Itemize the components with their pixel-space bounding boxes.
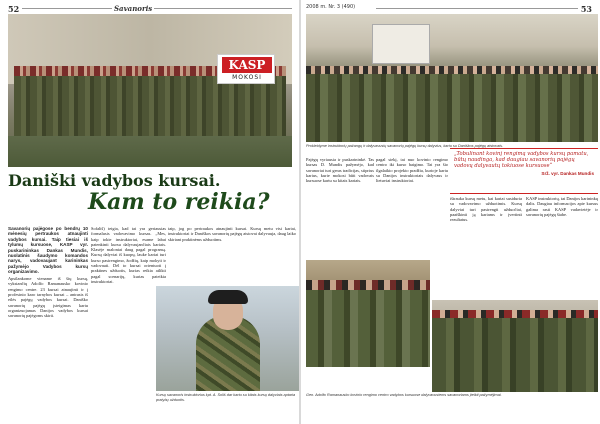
article-headline: [8, 172, 296, 214]
photo-caption: Prokleidyme instruktorių pažangų ir dalyvavusių savanorių pajėgų kursų dalyvius, kartu su Daniškos pajėgų atstovais.: [306, 144, 504, 148]
article-column-2: [91, 226, 166, 420]
header-rule: [22, 8, 292, 9]
pull-quote-text: „Tobulinant kovinį rengimą vadybos kursų pamatu, būtų naudinga, kad daugiau savanorių pajėgų vadovų dalyvautų tokiuose kursuose“: [454, 151, 589, 170]
group-photo: [8, 14, 292, 167]
article-paragraph: Sofališ) teigia, kad tai yra geriausias formalusis vadovavimo kursas. „Mes, kaip tokie instruktoriai, esame labai patenkinti kursu dalyvaujančiais kariais. Klasėje maloniai daug pagal programą. Kursų dalyviai iš kuopų, lauke kariai turi kurso pasirengimo, žodžių, kaip mokyti ir vadovauti. Dėl to kursai orientuoti į praktines užduotis, kurias reikia atlikti pagal scenarijų, kurias pateikia instruktoriai.: [91, 226, 166, 284]
headline-line-2: Kam to reikia?: [88, 189, 270, 215]
pull-quote: [450, 148, 598, 194]
kasp-logo: [217, 54, 275, 84]
article-column-7: [526, 196, 598, 296]
right-page-number: 53: [580, 4, 592, 14]
article-paragraph: Apsilankome viename iš šių kursų, vykstančių Adolfo Ramanausko kovinio rengimo centre. 23 kursai atnaujinti ir į profesinio karo tarnybos kursai – antrasis iš eilės pajėgų vadybos kursai. Daniško savanorių pajėgų įsteigimas kartu organizuojamas Danijos vadybos kursai savanorių pajėgoms skirti.: [8, 276, 88, 319]
instructor-beret: [208, 290, 248, 304]
ceremony-photo: [432, 300, 598, 392]
photo-caption: Gen. Adolfo Ramanausko kovinio rengimo centro vadybos kursuose dalyvavusiems savanoriams įteikti pažymėjimai.: [306, 393, 502, 397]
classroom-photo: [306, 14, 598, 142]
article-column-5: [376, 157, 448, 257]
article-column-4: [306, 157, 374, 257]
article-lead: Savanorių pajėgose po bendrų 10 mėnesių pertraukos atnaujinti vadybos kursai. Taip tiesiai iš tylumų kursuose, KASP vyr. puskarininkas Dankas Mundis, nuolatinis šaudymo komandos narys, vadovaujant karininkas pažymėjo Vadybos kursų organizavimo.: [8, 226, 88, 275]
issue-label: 2008 m. Nr. 3 (490): [306, 4, 356, 10]
projection-screen: [372, 24, 430, 64]
left-page-header: [8, 4, 292, 14]
left-page-number: 52: [8, 4, 20, 14]
header-rule: [376, 8, 578, 9]
pull-quote-author: Srž. vyr. Dankas Mundis: [541, 170, 594, 176]
article-paragraph: Pajėgų vyriausia ir puskarininkė. Tas kursas D. Mundis pažymėjo, kad savanoriai turi geras tradicijas, stiprius karius, kurie mokosi būti vadovais kursuose kartu su kitais kariais.: [306, 157, 374, 184]
ceremony-people: [432, 318, 598, 392]
instructor-photo: [156, 286, 299, 391]
article-paragraph: ištrauka kursų metu, kai kariai susiduria su vadovavimo užduotimis. Kursų dalyviai turi pasirengti užduočiai, paaiškinti ją kariams ir įvertinti rezultatus.: [450, 196, 522, 223]
audience: [306, 74, 598, 142]
kasp-logo-sub: MOKOSI: [232, 74, 262, 81]
trainees: [306, 290, 430, 367]
article-paragraph: pagal siekį, tai nuo kovinio rengimo centro iki kurso baigimo. Tai yra šio ilgalaikio projekto pradžia, kurioje kartu su Danijos instruktoriais dalyvaus ir lietuviai instruktoriai.: [376, 157, 448, 184]
photo-caption: Kursų savanoris instruktorius kpt. A. Soliš dar kartu su kitais kursų dalyviais aptaria pratybų užduotis.: [156, 393, 296, 402]
training-photo: [306, 260, 430, 367]
article-paragraph: KASP instruktorių, tai Danijos karininkų dalis. Daugiau informacijos apie kursus galima rasti KASP vadavietėje ir savanorių pajėgų štabe.: [526, 196, 598, 217]
magazine-brand: Savanoris: [114, 4, 153, 13]
page-gutter: [299, 0, 301, 424]
photo-ground: [8, 136, 292, 167]
right-page-header: [306, 4, 592, 14]
article-column-3: [168, 226, 296, 284]
kasp-logo-word: KASP: [222, 57, 272, 73]
article-paragraph: taip, jog po pertraukos atnaujinti kursai. Kursų metu visi kariai, instruktoriai ir Daniškos savanorių pajėgų atstovai dalyvauja, daug laiko skiriant praktinėms užduotims.: [168, 226, 296, 242]
headline-line-1: Daniški vadybos kursai.: [8, 171, 221, 190]
article-column-1: [8, 226, 88, 420]
soldier-group: [14, 76, 286, 136]
article-column-6: [450, 196, 522, 296]
